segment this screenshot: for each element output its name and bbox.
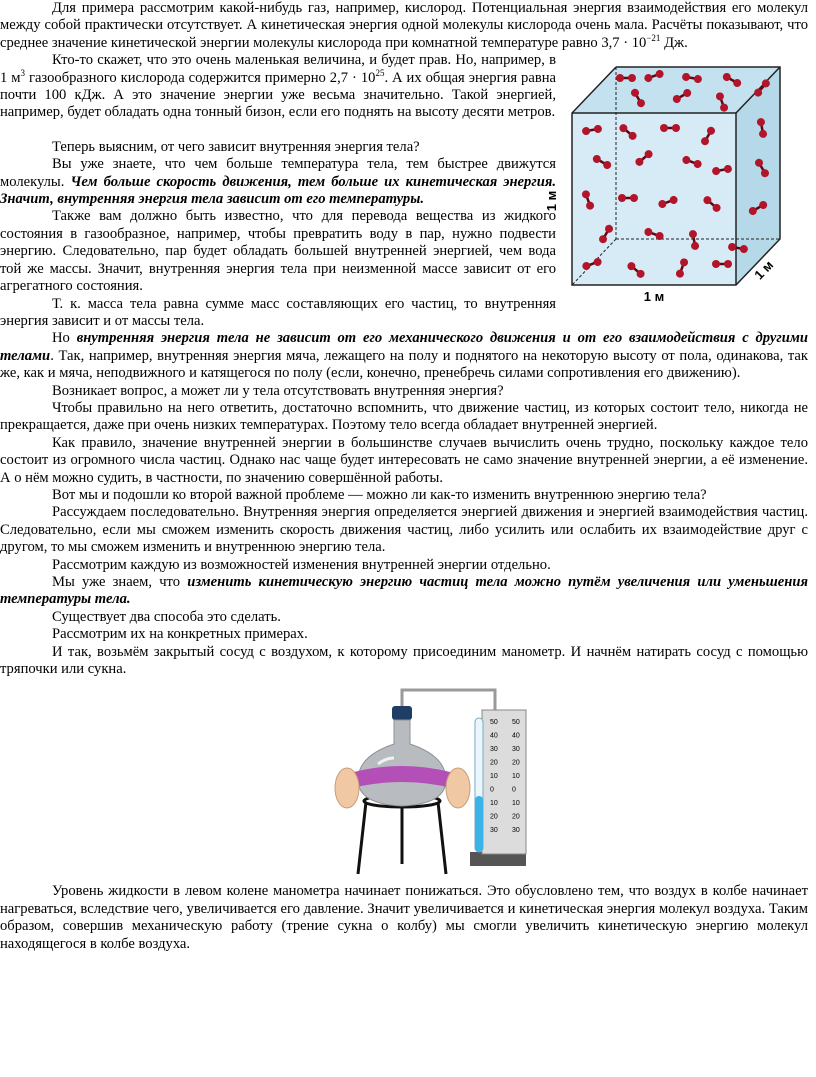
molecule-cube-svg bbox=[544, 58, 808, 305]
text-run: Но bbox=[52, 330, 77, 347]
scale-label-left: 30 bbox=[490, 746, 498, 754]
connecting-tube bbox=[402, 690, 495, 718]
scale-label-left: 50 bbox=[490, 719, 498, 727]
emphasis-text: изменить кинетическую энергию частиц тела можно путём увеличения или уменьшения температуры тела. bbox=[0, 574, 808, 608]
paragraph-mechanical-motion bbox=[0, 330, 808, 382]
text-run: Кто-то скажет, что это очень маленькая величина, и будет прав. Но, например, в 1 м bbox=[0, 52, 556, 86]
scale-label-right: 20 bbox=[512, 759, 520, 767]
manometer-liquid bbox=[475, 796, 483, 852]
exponent: 3 bbox=[20, 67, 25, 78]
scale-label-right: 20 bbox=[512, 813, 520, 821]
paragraph-consider: Рассмотрим каждую из возможностей изменения внутренней энергии отдельно. bbox=[52, 556, 551, 573]
manometer-svg bbox=[320, 684, 530, 878]
scale-label-right: 40 bbox=[512, 732, 520, 740]
paragraph-conclusion: Уровень жидкости в левом колене манометра начинает понижаться. Это обусловлено тем, что воздух в колбе начинает нагреваться, вследствие чего, увеличивается его давление. Значит увеличивается и кинетическая энергия молекул воздуха. Таким образом, совершив механическую работу (трение сукна о колбу) мы смогли увеличить кинетическую энергию молекул находящегося в колбе воздуха. bbox=[0, 883, 808, 952]
paragraph-reasoning: Рассуждаем последовательно. Внутренняя энергия определяется энергией движения и энергией взаимодействия частиц. Следовательно, если мы сможем изменить скорость движения частиц, либо усилить или ослабить их взаимодействие друг с другом, то мы сможем изменить и внутреннюю энергию тела. bbox=[0, 504, 808, 556]
label-height: 1 м bbox=[544, 190, 559, 212]
paragraph-second-problem: Вот мы и подошли ко второй важной проблеме — можно ли как-то изменить внутреннюю энергию тела? bbox=[52, 486, 707, 503]
paragraph-kinetic-change bbox=[0, 574, 808, 609]
paragraph-examples: Рассмотрим их на конкретных примерах. bbox=[52, 626, 308, 643]
text-run: Для примера рассмотрим какой-нибудь газ, например, кислород. Потенциальная энергия взаимодействия его молекул между собой практически отсутствует. А кинетическая энергия одной молекулы кислорода очень мала. Расчёты показывают, что среднее значение кинетической энергии молекулы кислорода при комнатной температуре равно 3,7 · 10 bbox=[0, 0, 808, 51]
paragraph-question-absence: Возникает вопрос, а может ли у тела отсутствовать внутренняя энергия? bbox=[52, 382, 504, 399]
label-depth: 1 м bbox=[751, 257, 777, 283]
scale-label-right: 0 bbox=[512, 786, 516, 794]
text-run: газообразного кислорода содержится примерно 2,7 · 10 bbox=[25, 69, 376, 86]
molecule-cube-figure bbox=[544, 58, 808, 305]
paragraph-question-temperature: Теперь выясним, от чего зависит внутренняя энергия тела? bbox=[52, 138, 420, 155]
emphasis-text: Чем больше скорость движения, тем больше их кинетическая энергия. Значит, внутренняя энергия тела зависит от его температуры. bbox=[0, 173, 556, 208]
glass-flask bbox=[358, 720, 446, 806]
scale-label-left: 0 bbox=[490, 786, 494, 794]
scale-label-right: 10 bbox=[512, 773, 520, 781]
manometer-figure bbox=[0, 678, 808, 883]
paragraph-calculation: Как правило, значение внутренней энергии в большинстве случаев вычислить очень трудно, поскольку каждое тело состоит из огромного числа частиц. Однако нас чаще будет интересовать не само значение внутренней энергии, а её изменение. А о нём можно судить, в частности, по значению совершённой работы. bbox=[0, 434, 808, 486]
paragraph-two-ways: Существует два способа это сделать. bbox=[52, 608, 281, 625]
scale-label-right: 10 bbox=[512, 800, 520, 808]
text-run: . А их общая энергия равна почти 100 кДж. А это значение энергии уже весьма значительно. Такой энергией, например, будет обладать одна тонный бизон, если его поднять на высоту десяти метров. bbox=[0, 69, 557, 121]
paragraph-experiment: И так, возьмём закрытый сосуд с воздухом, к которому присоединим манометр. И начнём натирать сосуд с помощью тряпочки или сукна. bbox=[0, 643, 808, 678]
flask-stopper bbox=[392, 706, 412, 720]
paragraph-mass: Т. к. масса тела равна сумме масс составляющих его частиц, то внутренняя энергия зависит и от массы тела. bbox=[0, 295, 556, 329]
scale-label-right: 50 bbox=[512, 719, 520, 727]
right-hand bbox=[446, 768, 470, 808]
label-width: 1 м bbox=[643, 289, 665, 305]
exponent: 25 bbox=[375, 67, 385, 78]
scale-label-left: 10 bbox=[490, 773, 498, 781]
scale-label-right: 30 bbox=[512, 827, 520, 835]
text-run: Мы уже знаем, что bbox=[52, 574, 188, 590]
tripod-stand bbox=[358, 795, 446, 874]
emphasis-text: внутренняя энергия тела не зависит от его механического движения и от его взаимодействия с другими телами bbox=[0, 330, 808, 364]
scale-label-left: 20 bbox=[490, 813, 498, 821]
left-hand bbox=[335, 768, 359, 808]
text-run: Вы уже знаете, что чем больше температура тела, тем быстрее движутся молекулы. bbox=[0, 156, 556, 190]
text-run: . Так, например, внутренняя энергия мяча, лежащего на полу и поднятого на некоторую высоту от пола, одинакова, так же, как и мяча, неподвижного и катящегося по полу (если, конечно, пренебречь силами сопротивления его движению). bbox=[0, 347, 808, 382]
scale-label-left: 40 bbox=[490, 732, 498, 740]
text-run: Дж. bbox=[660, 34, 688, 51]
paragraph-aggregate-state: Также вам должно быть известно, что для перевода вещества из жидкого состояния в газообразное, например, чтобы превратить воду в пар, нужно подвести энергию. Следовательно, пар будет обладать большей внутренней энергией, чем вода той же массы. Значит, внутренняя энергия тела при неизменной массе зависит от его агрегатного состояния. bbox=[0, 208, 556, 295]
paragraph-particle-motion: Чтобы правильно на него ответить, достаточно вспомнить, что движение частиц, из которых состоит тело, никогда не прекращается, даже при очень низких температурах. Поэтому тело всегда обладает внутренней энергией. bbox=[0, 399, 808, 434]
scale-label-right: 30 bbox=[512, 746, 520, 754]
paragraph-oxygen-intro bbox=[0, 0, 808, 52]
exponent: −21 bbox=[646, 32, 661, 43]
scale-label-left: 30 bbox=[490, 827, 498, 835]
scale-label-left: 20 bbox=[490, 759, 498, 767]
scale-label-left: 10 bbox=[490, 800, 498, 808]
